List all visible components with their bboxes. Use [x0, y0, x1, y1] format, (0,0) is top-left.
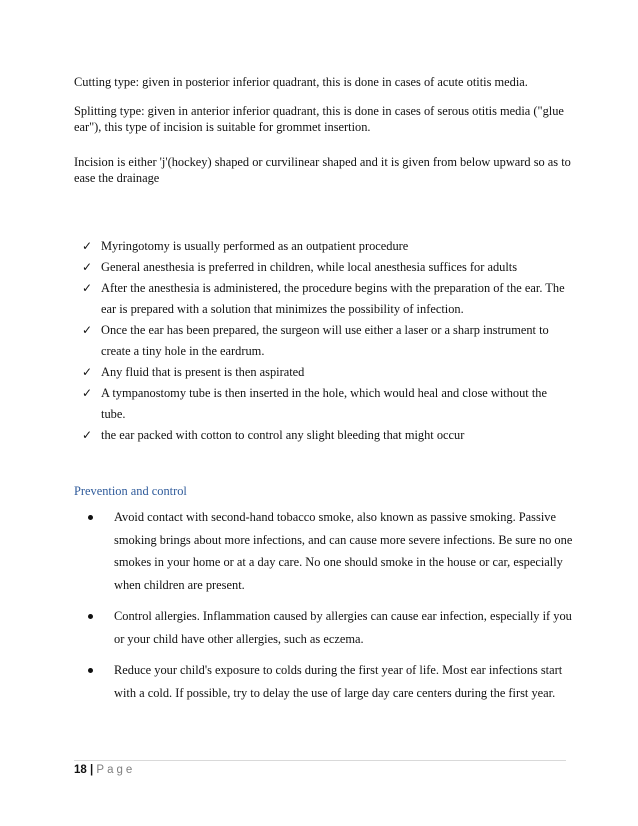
checklist-item-text: Once the ear has been prepared, the surgeon will use either a laser or a sharp instrument to create a tiny hole in the eardrum.	[101, 323, 549, 358]
check-icon: ✓	[82, 365, 93, 379]
footer-divider	[74, 760, 566, 761]
bullet-item-text: Control allergies. Inflammation caused by allergies can cause ear infection, especially if you or your child have other allergies, such as eczema.	[114, 609, 572, 646]
checklist-item-text: the ear packed with cotton to control any slight bleeding that might occur	[101, 428, 465, 442]
check-icon: ✓	[82, 260, 93, 274]
page-footer	[74, 764, 135, 776]
checklist-item	[74, 278, 574, 320]
checklist-item-text: A tympanostomy tube is then inserted in the hole, which would heal and close without the tube.	[101, 386, 547, 421]
checklist-item	[74, 320, 574, 362]
check-icon: ✓	[82, 281, 93, 295]
page-number: 18	[74, 764, 87, 776]
checklist-item	[74, 425, 574, 446]
checklist-item	[74, 362, 574, 383]
bullet-item	[74, 506, 574, 596]
paragraph-cutting-type: Cutting type: given in posterior inferior quadrant, this is done in cases of acute otitis media.	[74, 75, 528, 89]
bullet-icon	[88, 668, 93, 673]
check-icon: ✓	[82, 386, 93, 400]
bullet-item-text: Reduce your child's exposure to colds during the first year of life. Most ear infections start with a cold. If possible, try to delay the use of large day care centers during the first year.	[114, 663, 563, 700]
paragraph-incision: Incision is either 'j'(hockey) shaped or curvilinear shaped and it is given from below upward so as to ease the drainage	[74, 155, 571, 185]
check-icon: ✓	[82, 239, 93, 253]
bullet-item-text: Avoid contact with second-hand tobacco smoke, also known as passive smoking. Passive smoking brings about more infections, and can cause more severe infections. Be sure no one smokes in your home or at a day care. No one should smoke in the house or car, especially when children are present.	[114, 510, 573, 592]
bullet-icon	[88, 515, 93, 520]
prevention-list	[74, 506, 574, 713]
check-icon: ✓	[82, 428, 93, 442]
checklist-item-text: General anesthesia is preferred in children, while local anesthesia suffices for adults	[101, 260, 518, 274]
checklist-item	[74, 257, 574, 278]
checklist-item-text: Any fluid that is present is then aspirated	[101, 365, 305, 379]
section-heading-prevention: Prevention and control	[74, 484, 187, 498]
check-icon: ✓	[82, 323, 93, 337]
bullet-item	[74, 659, 574, 704]
bullet-icon	[88, 614, 93, 619]
checklist-item	[74, 383, 574, 425]
paragraph-splitting-type: Splitting type: given in anterior inferior quadrant, this is done in cases of serous otitis media ("glue ear"), this type of incision is suitable for grommet insertion.	[74, 104, 564, 134]
page-label: Page	[96, 764, 136, 776]
checklist-item-text: After the anesthesia is administered, the procedure begins with the preparation of the ear. The ear is prepared with a solution that minimizes the possibility of infection.	[101, 281, 565, 316]
bullet-item	[74, 605, 574, 650]
procedure-checklist	[74, 236, 574, 446]
checklist-item	[74, 236, 574, 257]
footer-separator: |	[90, 764, 94, 776]
checklist-item-text: Myringotomy is usually performed as an outpatient procedure	[101, 239, 409, 253]
